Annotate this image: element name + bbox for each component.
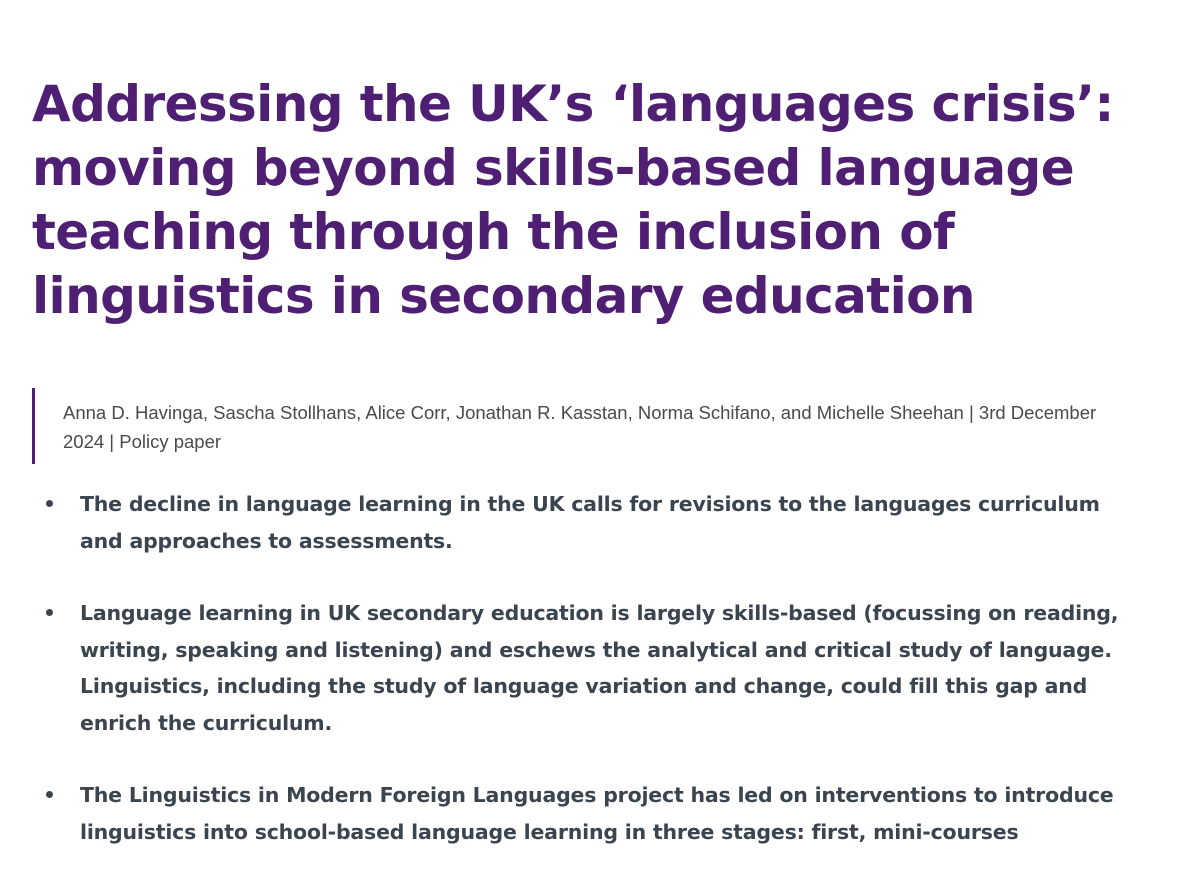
bullet-icon [46, 500, 53, 507]
key-point-text: The decline in language learning in the UK calls for revisions to the languages curriculum and approaches to assessments. [80, 492, 1100, 553]
key-point-item [0, 486, 1140, 559]
key-points-list [0, 486, 1186, 886]
page-title: Addressing the UK’s ‘languages crisis’: moving beyond skills-based language teaching through the inclusion of linguistics in secondary education [32, 75, 1114, 325]
key-point-item [0, 595, 1140, 741]
key-point-item [0, 777, 1140, 850]
bullet-icon [46, 791, 53, 798]
bullet-icon [46, 609, 53, 616]
key-point-text: Language learning in UK secondary education is largely skills-based (focussing on reading, writing, speaking and listening) and eschews the analytical and critical study of language. Linguistics, including the study of language variation and change, could fill this gap and enrich the curriculum. [80, 601, 1119, 735]
byline-text: Anna D. Havinga, Sascha Stollhans, Alice Corr, Jonathan R. Kasstan, Norma Schifano, and Michelle Sheehan | 3rd December 2024 | Policy paper [63, 402, 1097, 452]
article-byline [32, 388, 1112, 464]
key-point-text: The Linguistics in Modern Foreign Languages project has led on interventions to introduce linguistics into school-based language learning in three stages: first, mini-courses [80, 783, 1114, 844]
